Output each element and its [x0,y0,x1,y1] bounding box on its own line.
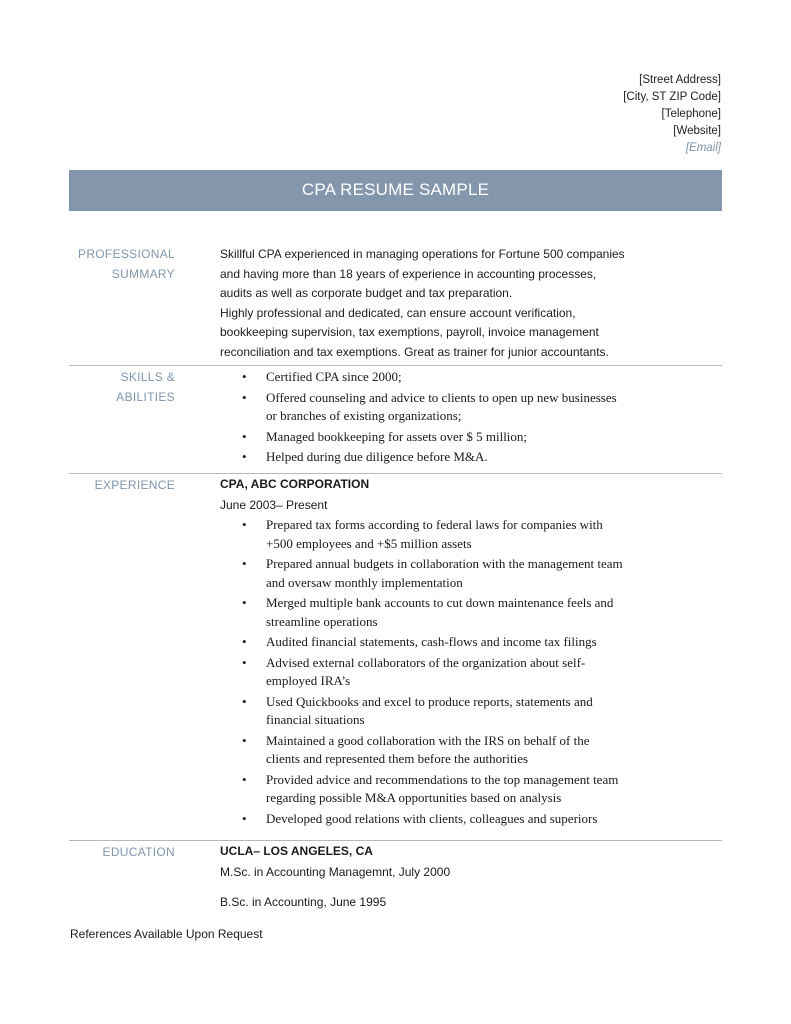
education-label: EDUCATION [102,845,175,859]
contact-block [623,72,721,157]
list-item: • Used Quickbooks and excel to produce reports, statements and financial situations [242,693,593,727]
website: [Website] [673,125,721,137]
list-item: • Helped during due diligence before M&A. [242,449,488,464]
company-name: CPA, ABC CORPORATION [220,477,370,491]
school-name: UCLA– LOS ANGELES, CA [220,844,373,858]
list-item: • Managed bookkeeping for assets over $ 5 million; [242,428,528,444]
list-item: • Developed good relations with clients, colleagues and superiors [242,810,598,826]
experience-label: EXPERIENCE [94,478,175,492]
skills-content [220,368,640,469]
list-item: • Merged multiple bank accounts to cut down maintenance feels and streamline operations [242,595,614,629]
skills-list [220,368,640,467]
summary-paragraph: Highly professional and dedicated, can ensure account verification, bookkeeping supervision, tax exemptions, payroll, invoice management reconciliation and tax exemptions. Great as trainer for junior accountants. [220,305,609,359]
section-divider [69,840,722,841]
summary-content [220,245,630,362]
list-item: • Prepared tax forms according to federal laws for companies with +500 employees and +$5 million assets [242,517,603,551]
email: [Email] [685,142,721,154]
list-item: • Offered counseling and advice to clients to open up new businesses or branches of existing organizations; [242,389,617,423]
degree: B.Sc. in Accounting, June 1995 [220,895,387,909]
list-item: • Advised external collaborators of the organization about self-employed IRA’s [242,654,586,688]
list-item: • Certified CPA since 2000; [242,369,402,384]
list-item: • Prepared annual budgets in collaboration with the management team and oversaw monthly implementation [242,556,623,590]
summary-paragraph: Skillful CPA experienced in managing operations for Fortune 500 companies and having more than 18 years of experience in accounting processes, audits as well as corporate budget and tax preparation. [220,247,625,300]
list-item: • Audited financial statements, cash-flows and income tax filings [242,634,597,649]
education-content [220,842,640,913]
skills-label: SKILLS & ABILITIES [116,370,175,404]
experience-content [220,475,640,830]
resume-title-banner: CPA RESUME SAMPLE [69,170,722,211]
references-note: References Available Upon Request [70,927,263,941]
list-item: • Provided advice and recommendations to the top management team regarding possible M&A opportunities based on analysis [242,771,619,805]
telephone: [Telephone] [661,108,721,120]
section-divider [69,473,722,474]
employment-dates: June 2003– Present [220,498,328,512]
section-divider [69,365,722,366]
degree: M.Sc. in Accounting Managemnt, July 2000 [220,865,451,879]
street-address: [Street Address] [639,74,721,86]
experience-list [220,516,640,828]
summary-label: PROFESSIONAL SUMMARY [78,247,175,281]
list-item: • Maintained a good collaboration with the IRS on behalf of the clients and represented them before the authorities [242,732,590,766]
city-state-zip: [City, ST ZIP Code] [623,91,721,103]
